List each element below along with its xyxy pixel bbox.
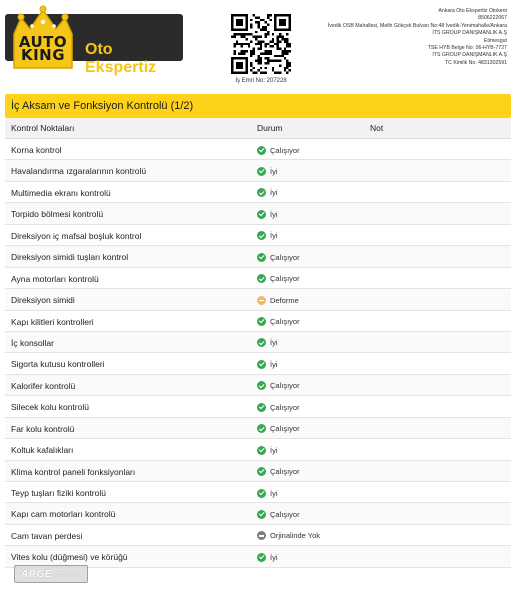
status-cell: [257, 251, 300, 263]
status-text: Çalışıyor: [270, 467, 300, 477]
table-row: [5, 139, 511, 160]
company-line: İvedik OSB Mahallesi, Melih Gökçek Bulvarı No:48 İvedik-Yenimahalle/Ankara: [327, 22, 507, 29]
status-cell: [257, 337, 278, 349]
status-text: İyi: [270, 445, 278, 455]
logo-word-auto: AUTO: [18, 33, 68, 51]
check-icon: [257, 489, 266, 498]
brand-name: Oto Ekspertiz: [85, 41, 157, 76]
watermark-main: ARGE: [21, 569, 52, 580]
control-point-name: İç konsollar: [11, 337, 54, 348]
control-point-name: Far kolu kontrolü: [11, 423, 75, 434]
check-icon: [257, 403, 266, 412]
control-point-name: Ayna motorları kontrolü: [11, 273, 99, 284]
status-text: Çalışıyor: [270, 509, 300, 519]
status-text: Çalışıyor: [270, 317, 300, 326]
table-row: [5, 311, 511, 332]
control-point-name: Cam tavan perdesi: [11, 530, 83, 541]
logo-word-king: KING: [20, 46, 66, 64]
table-header: [5, 118, 511, 139]
status-text: İyi: [270, 231, 278, 241]
check-icon: [257, 338, 266, 347]
inspection-table: [5, 118, 511, 568]
check-icon: [257, 274, 266, 283]
status-cell: [257, 401, 300, 413]
control-point-name: Kapı kilitleri kontrolleri: [11, 316, 94, 327]
check-icon: [257, 360, 266, 369]
control-point-name: Korna kontrol: [11, 145, 62, 155]
check-icon: [257, 188, 266, 197]
status-text: İyi: [270, 488, 278, 498]
status-cell: [257, 466, 300, 478]
control-point-name: Direksiyon simidi tuşları kontrol: [11, 252, 129, 263]
status-text: İyi: [270, 552, 278, 562]
check-icon: [257, 510, 266, 519]
company-line: Etimesgut: [483, 37, 507, 44]
status-text: İyi: [270, 359, 278, 369]
table-row: [5, 525, 511, 546]
status-cell: [257, 423, 300, 435]
control-point-name: Multimedia ekranı kontrolü: [11, 187, 111, 198]
qr-code-icon: [231, 14, 291, 74]
table-row: [5, 268, 511, 289]
company-line: TC Kimlik No: 4831302591: [445, 59, 507, 66]
check-icon: [257, 381, 266, 390]
status-cell: [257, 358, 278, 370]
status-cell: [257, 380, 300, 392]
status-text: Deforme: [270, 295, 299, 305]
control-point-name: Sigorta kutusu kontrolleri: [11, 359, 105, 370]
status-cell: [257, 316, 300, 328]
control-point-name: Direksiyon iç mafsal boşluk kontrol: [11, 230, 142, 241]
watermark-sub: OTOMOTİV: [55, 572, 82, 578]
check-icon: [257, 553, 266, 562]
column-header-status: Durum: [257, 123, 283, 133]
control-point-name: Silecek kolu kontrolü: [11, 402, 89, 413]
status-cell: [257, 530, 320, 542]
table-body: [5, 139, 511, 568]
company-line: İTS GROUP DANIŞMANLIK A.Ş: [432, 52, 507, 59]
status-text: İyi: [270, 188, 278, 198]
control-point-name: Kapı cam motorları kontrolü: [11, 509, 116, 520]
control-point-name: Torpido bölmesi kontrolü: [11, 209, 104, 220]
status-text: İyi: [270, 338, 278, 348]
status-text: Çalışıyor: [270, 402, 300, 412]
table-row: [5, 246, 511, 267]
section-title-bar: [5, 94, 511, 118]
status-text: Orjinalinde Yok: [270, 531, 321, 541]
column-header-control-points: Kontrol Noktaları: [11, 123, 75, 133]
status-cell: [257, 551, 278, 563]
table-row: [5, 375, 511, 396]
company-info: [297, 8, 507, 67]
company-line: TSE HYB Belge No: 06-HYB-7727: [427, 45, 507, 52]
control-point-name: Direksiyon simidi: [11, 295, 75, 306]
check-icon: [257, 317, 266, 326]
control-point-name: Teyp tuşları fiziki kontrolü: [11, 488, 106, 498]
table-row: [5, 396, 511, 417]
section-title: İç Aksam ve Fonksiyon Kontrolü (1/2): [11, 100, 194, 112]
control-point-name: Vites kolu (düğmesi) ve körüğü: [11, 552, 128, 563]
check-icon: [257, 210, 266, 219]
check-icon: [257, 424, 266, 433]
check-icon: [257, 231, 266, 240]
control-point-name: Klima kontrol paneli fonksiyonları: [11, 466, 136, 477]
status-text: İyi: [270, 166, 278, 176]
table-row: [5, 289, 511, 310]
status-cell: [257, 144, 300, 156]
check-icon: [257, 167, 266, 176]
status-cell: [257, 230, 278, 242]
status-text: Çalışıyor: [270, 424, 300, 434]
table-row: [5, 482, 511, 503]
table-row: [5, 461, 511, 482]
column-header-note: Not: [370, 123, 384, 133]
not-available-icon: [257, 531, 266, 540]
status-text: Çalışıyor: [270, 145, 300, 155]
status-text: Çalışıyor: [270, 381, 300, 391]
check-icon: [257, 467, 266, 476]
status-cell: [257, 165, 278, 177]
table-row: [5, 203, 511, 224]
report-header: [0, 0, 516, 84]
status-cell: [257, 294, 299, 306]
check-icon: [257, 446, 266, 455]
job-number: İş Emri No: 207228: [235, 78, 287, 84]
table-row: [5, 160, 511, 181]
company-line: Ankara Oto Ekspertiz Otokent: [438, 8, 507, 14]
table-row: [5, 503, 511, 524]
status-cell: [257, 508, 300, 520]
table-row: [5, 439, 511, 460]
check-icon: [257, 146, 266, 155]
status-cell: [257, 187, 278, 199]
status-text: Çalışıyor: [270, 252, 300, 262]
company-line: İTS GROUP DANIŞMANLIK A.Ş: [432, 30, 507, 37]
control-point-name: Koltuk kafalıkları: [11, 445, 74, 456]
table-row: [5, 225, 511, 246]
control-point-name: Havalandırma ızgaralarının kontrolü: [11, 166, 147, 177]
status-text: Çalışıyor: [270, 274, 300, 284]
status-cell: [257, 208, 278, 220]
company-line: 8506222067: [478, 15, 507, 22]
status-cell: [257, 487, 278, 499]
table-row: [5, 332, 511, 353]
table-row: [5, 418, 511, 439]
table-row: [5, 353, 511, 374]
control-point-name: Kalorifer kontrolü: [11, 380, 76, 391]
status-text: İyi: [270, 209, 278, 219]
status-cell: [257, 273, 300, 285]
watermark-logo: [14, 565, 88, 583]
status-cell: [257, 444, 278, 456]
table-row: [5, 182, 511, 203]
warning-icon: [257, 296, 266, 305]
check-icon: [257, 253, 266, 262]
